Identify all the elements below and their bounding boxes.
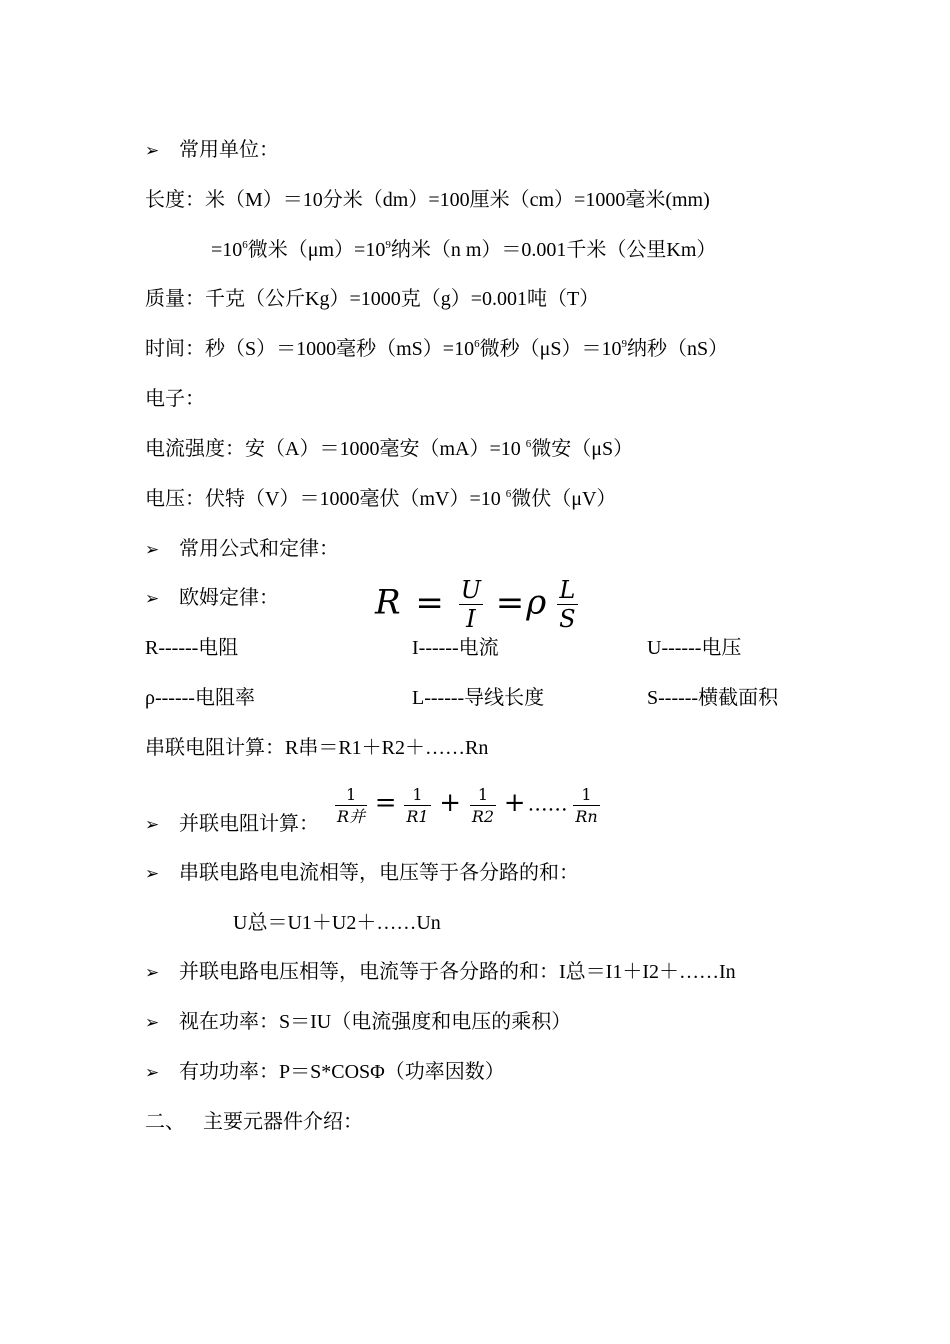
arrow-bullet-icon: ➢: [145, 815, 160, 835]
series-circuit: ➢ 串联电路电电流相等，电压等于各分路的和：: [145, 860, 579, 887]
arrow-bullet-icon: ➢: [145, 141, 160, 161]
series-resistance: 串联电阻计算：R串＝R1＋R2＋……Rn: [145, 737, 489, 759]
parallel-circuit: ➢ 并联电路电压相等，电流等于各分路的和：I总＝I1＋I2＋……In: [145, 959, 736, 986]
legend-u: U------电压: [647, 637, 742, 659]
arrow-bullet-icon: ➢: [145, 589, 160, 609]
section-2-heading: 二、 主要元器件介绍：: [145, 1111, 363, 1133]
time-line: 时间：秒（S）＝1000毫秒$(mS)=10^6$微秒$(\mu S)=10^9$纳秒（nS）: [145, 338, 729, 360]
length-line-2: $=10^6$微米$(\mu m)=10^9$纳米（n m）＝0.001千米（公里Km）: [211, 239, 717, 261]
arrow-bullet-icon: ➢: [145, 1063, 160, 1083]
apparent-power: ➢ 视在功率：S＝IU（电流强度和电压的乘积）: [145, 1009, 571, 1036]
arrow-bullet-icon: ➢: [145, 864, 160, 884]
current-line: 电流强度：安（A）＝1000毫安（mA）=10 $^6$微安（μS）: [145, 438, 634, 460]
legend-i: I------电流: [412, 637, 499, 659]
arrow-bullet-icon: ➢: [145, 540, 160, 560]
units-heading: ➢ 常用单位：: [145, 137, 279, 164]
parallel-resistance-formula: $\frac{1}{\text{R并}}$ = $\frac{1}{R1}$ + $\frac{1}{R2}$ + …… $\frac{1}{Rn}$: [337, 785, 598, 826]
active-power: ➢ 有功功率：P＝S*COSΦ（功率因数）: [145, 1059, 505, 1086]
ohm-law-formula: R = $\frac{U}{I}$ =ρ $\frac{L}{S}$: [375, 576, 576, 633]
mass-line: 质量：千克（公斤Kg）=1000克（g）=0.001吨（T）: [145, 288, 600, 310]
voltage-line: 电压：伏特（V）＝1000毫伏（mV）=10 $^6$微伏（μV）: [145, 488, 617, 510]
legend-rho: ρ------电阻率: [145, 687, 255, 709]
ohm-label: ➢ 欧姆定律：: [145, 585, 279, 612]
arrow-bullet-icon: ➢: [145, 963, 160, 983]
length-line-1: 长度：米（M）＝10分米（dm）=100厘米（cm）=1000毫米(mm): [145, 189, 710, 211]
legend-l: L------导线长度: [412, 687, 545, 709]
series-sum: U总＝U1＋U2＋……Un: [233, 912, 441, 934]
formulas-heading: ➢ 常用公式和定律：: [145, 536, 339, 563]
legend-r: R------电阻: [145, 637, 239, 659]
legend-s: S------横截面积: [647, 687, 779, 709]
parallel-resistance-label: ➢ 并联电阻计算：: [145, 811, 319, 838]
electron-heading: 电子：: [145, 388, 205, 410]
arrow-bullet-icon: ➢: [145, 1013, 160, 1033]
